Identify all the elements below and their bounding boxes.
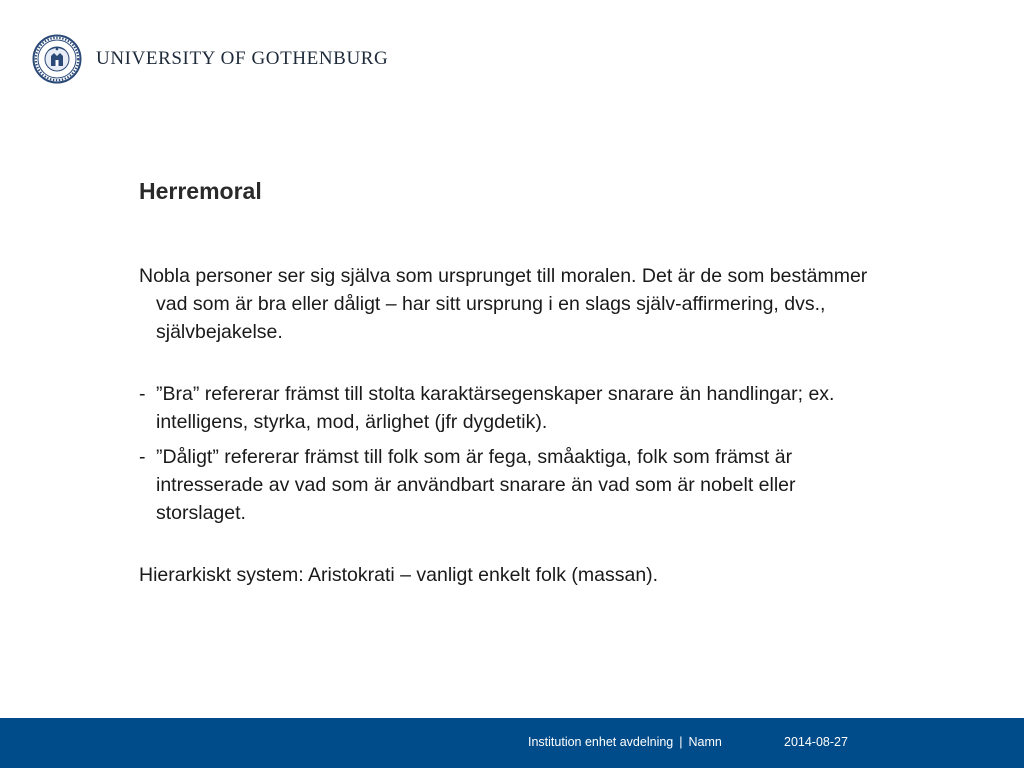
footer-institution: Institution enhet avdelning: [528, 735, 674, 749]
footer-separator: |: [679, 735, 683, 749]
bullet-item-daligt: [139, 443, 879, 527]
university-seal-icon: [32, 34, 82, 84]
slide-body: [139, 262, 879, 589]
footer-bar: [0, 718, 1024, 768]
header: [32, 33, 388, 85]
footer-info: [528, 735, 722, 749]
bullet-marker: -: [139, 446, 146, 468]
intro-paragraph: Nobla personer ser sig själva som ursprunget till moralen. Det är de som bestämmer vad som är bra eller dåligt – har sitt ursprung i en slags själv-affirmering, dvs., självbejakelse.: [139, 265, 868, 343]
university-name: UNIVERSITY OF GOTHENBURG: [96, 48, 389, 69]
conclusion-paragraph: Hierarkiskt system: Aristokrati – vanligt enkelt folk (massan).: [139, 564, 659, 586]
slide-title: Herremoral: [139, 178, 262, 204]
bullet-text: ”Bra” refererar främst till stolta karaktärsegenskaper snarare än handlingar; ex. intelligens, styrka, mod, ärlighet (jfr dygdetik).: [156, 383, 835, 433]
footer-date: 2014-08-27: [784, 735, 848, 749]
footer-name: Namn: [688, 735, 722, 749]
bullet-item-bra: [139, 380, 879, 436]
bullet-marker: -: [139, 383, 146, 405]
bullet-text: ”Dåligt” refererar främst till folk som är fega, småaktiga, folk som främst är intresserade av vad som är användbart snarare än vad som är nobelt eller storslaget.: [156, 446, 796, 524]
